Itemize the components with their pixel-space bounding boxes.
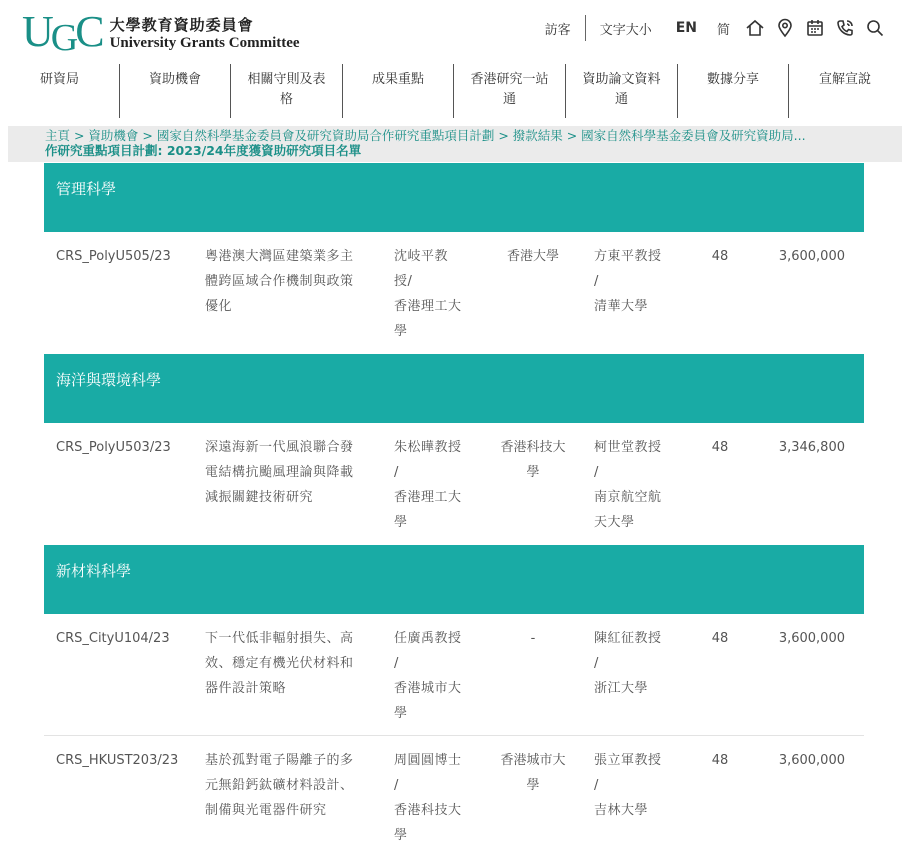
table-row xyxy=(44,423,864,545)
co-institution-line: 學 xyxy=(526,465,540,480)
phone-icon[interactable] xyxy=(835,18,855,38)
project-code: CRS_CityU104/23 xyxy=(56,631,170,646)
project-code: CRS_PolyU503/23 xyxy=(56,440,171,455)
site-header xyxy=(0,0,914,62)
mainland-investigator-line: 清華大學 xyxy=(594,299,649,314)
principal-investigator-line: 授/ xyxy=(394,274,413,289)
mainland-investigator-line: 浙江大學 xyxy=(594,681,649,696)
principal-investigator xyxy=(394,748,474,848)
breadcrumb-current-page: 作研究重點項目計劃: 2023/24年度獲資助研究項目名單 xyxy=(45,143,362,158)
funding-amount: 3,600,000 xyxy=(778,753,845,768)
co-institution xyxy=(494,748,572,798)
mainland-investigator-line: 張立軍教授 xyxy=(594,753,662,768)
nav-item-label: 宣解宣說 xyxy=(818,72,871,87)
principal-investigator-line: 學 xyxy=(394,515,408,530)
project-title-line: 基於孤對電子陽離子的多 xyxy=(205,753,354,768)
principal-investigator xyxy=(394,435,474,535)
co-institution xyxy=(494,244,572,269)
principal-investigator-line: 任廣禹教授 xyxy=(394,631,462,646)
nav-item-hk-research-portal[interactable] xyxy=(454,64,566,118)
principal-investigator-line: 周圓圓博士 xyxy=(394,753,462,768)
logo-text xyxy=(110,14,300,52)
nav-item-label: 成果重點 xyxy=(371,72,424,87)
principal-investigator-line: 香港理工大 xyxy=(394,299,462,314)
nav-item-label: 香港研究一站 通 xyxy=(470,72,549,107)
principal-investigator xyxy=(394,626,474,726)
principal-investigator-line: 香港理工大 xyxy=(394,490,462,505)
nav-item-publicity[interactable] xyxy=(789,64,901,118)
location-icon[interactable] xyxy=(775,18,795,38)
project-title-line: 減振關鍵技術研究 xyxy=(205,490,314,505)
nav-item-funded-papers-portal[interactable] xyxy=(566,64,678,118)
nav-item-label: 相關守則及表 格 xyxy=(247,72,326,107)
nav-item-label: 資助機會 xyxy=(148,72,201,87)
project-title-line: 深遠海新一代風浪聯合發 xyxy=(205,440,354,455)
mainland-investigator xyxy=(594,748,674,823)
mainland-investigator-line: / xyxy=(594,656,599,671)
mainland-investigator-line: 吉林大學 xyxy=(594,803,649,818)
project-title xyxy=(205,748,377,823)
funding-amount: 3,600,000 xyxy=(778,249,845,264)
mainland-investigator-line: 南京航空航 xyxy=(594,490,662,505)
principal-investigator-line: / xyxy=(394,656,399,671)
project-title-line: 體跨區域合作機制與政策 xyxy=(205,274,354,289)
org-name-en: University Grants Committee xyxy=(109,35,300,51)
principal-investigator-line: 朱松曄教授 xyxy=(394,440,462,455)
nav-item-label: 數據分享 xyxy=(706,72,759,87)
project-title-line: 電結構抗颱風理論與降載 xyxy=(205,465,354,480)
font-size-link[interactable]: 文字大小 xyxy=(599,22,652,38)
project-title-line: 優化 xyxy=(205,299,233,314)
category-header: 新材料科學 xyxy=(44,545,864,614)
logo-mark: UGC xyxy=(22,7,102,59)
project-title-line: 元無鉛鈣鈦礦材料設計、 xyxy=(205,778,354,793)
lang-en-link[interactable]: EN xyxy=(675,20,697,36)
nav-item-data-sharing[interactable] xyxy=(678,64,789,118)
principal-investigator xyxy=(394,244,474,344)
principal-investigator-line: 學 xyxy=(394,324,408,339)
project-title xyxy=(205,244,377,319)
duration-months: 48 xyxy=(711,249,729,264)
co-institution xyxy=(494,626,572,651)
project-title xyxy=(205,435,377,510)
principal-investigator-line: 沈岐平教 xyxy=(394,249,449,264)
mainland-investigator xyxy=(594,435,674,535)
project-code: CRS_PolyU505/23 xyxy=(56,249,171,264)
co-institution-line: 香港科技大 xyxy=(500,440,566,455)
breadcrumb xyxy=(8,126,902,162)
principal-investigator-line: 學 xyxy=(394,828,408,843)
mainland-investigator-line: 陳紅征教授 xyxy=(594,631,662,646)
project-title-line: 器件設計策略 xyxy=(205,681,287,696)
funded-projects-table xyxy=(44,163,864,854)
co-institution-line: - xyxy=(530,631,536,646)
project-code: CRS_HKUST203/23 xyxy=(56,753,179,768)
mainland-investigator-line: / xyxy=(594,778,599,793)
project-title-line: 制備與光電器件研究 xyxy=(205,803,327,818)
org-name-zh: 大學教育資助委員會 xyxy=(109,16,254,34)
home-icon[interactable] xyxy=(745,18,765,38)
nav-item-guidelines-forms[interactable] xyxy=(231,64,343,118)
nav-item-label: 研資局 xyxy=(39,72,79,87)
principal-investigator-line: / xyxy=(394,465,399,480)
project-title-line: 下一代低非輻射損失、高 xyxy=(205,631,354,646)
co-institution-line: 香港城市大 xyxy=(500,753,566,768)
co-institution-line: 學 xyxy=(526,778,540,793)
duration-months: 48 xyxy=(711,440,729,455)
project-title-line: 效、穩定有機光伏材料和 xyxy=(205,656,354,671)
nav-item-rgc[interactable] xyxy=(0,64,120,118)
table-row xyxy=(44,614,864,736)
principal-investigator-line: / xyxy=(394,778,399,793)
project-title xyxy=(205,626,377,701)
table-row xyxy=(44,232,864,354)
search-icon[interactable] xyxy=(865,18,885,38)
project-title-line: 粵港澳大灣區建築業多主 xyxy=(205,249,354,264)
mainland-investigator xyxy=(594,244,674,319)
mainland-investigator xyxy=(594,626,674,701)
category-header: 管理科學 xyxy=(44,163,864,232)
nav-item-research-highlights[interactable] xyxy=(343,64,454,118)
nav-item-funding-opportunities[interactable] xyxy=(120,64,231,118)
visitor-link[interactable]: 訪客 xyxy=(544,22,571,38)
mainland-investigator-line: / xyxy=(594,465,599,480)
mainland-investigator-line: 天大學 xyxy=(594,515,635,530)
calendar-icon[interactable] xyxy=(805,18,825,38)
duration-months: 48 xyxy=(711,631,729,646)
breadcrumb-trail[interactable]: 主頁 > 資助機會 > 國家自然科學基金委員會及研究資助局合作研究重點項目計劃 > 撥款結果 > 國家自然科學基金委員會及研究資助局... xyxy=(45,128,806,143)
principal-investigator-line: 學 xyxy=(394,706,408,721)
utility-bar xyxy=(531,14,890,42)
lang-simplified-link[interactable]: 简 xyxy=(716,22,730,38)
principal-investigator-line: 香港科技大 xyxy=(394,803,462,818)
ugc-logo[interactable] xyxy=(22,7,300,59)
mainland-investigator-line: / xyxy=(594,274,599,289)
principal-investigator-line: 香港城市大 xyxy=(394,681,462,696)
nav-item-label: 資助論文資料 通 xyxy=(582,72,661,107)
funding-amount: 3,346,800 xyxy=(778,440,845,455)
category-header: 海洋與環境科學 xyxy=(44,354,864,423)
duration-months: 48 xyxy=(711,753,729,768)
co-institution xyxy=(494,435,572,485)
mainland-investigator-line: 方東平教授 xyxy=(594,249,662,264)
mainland-investigator-line: 柯世堂教授 xyxy=(594,440,662,455)
co-institution-line: 香港大學 xyxy=(506,249,559,264)
table-row xyxy=(44,736,864,854)
main-nav xyxy=(0,64,914,118)
funding-amount: 3,600,000 xyxy=(778,631,845,646)
